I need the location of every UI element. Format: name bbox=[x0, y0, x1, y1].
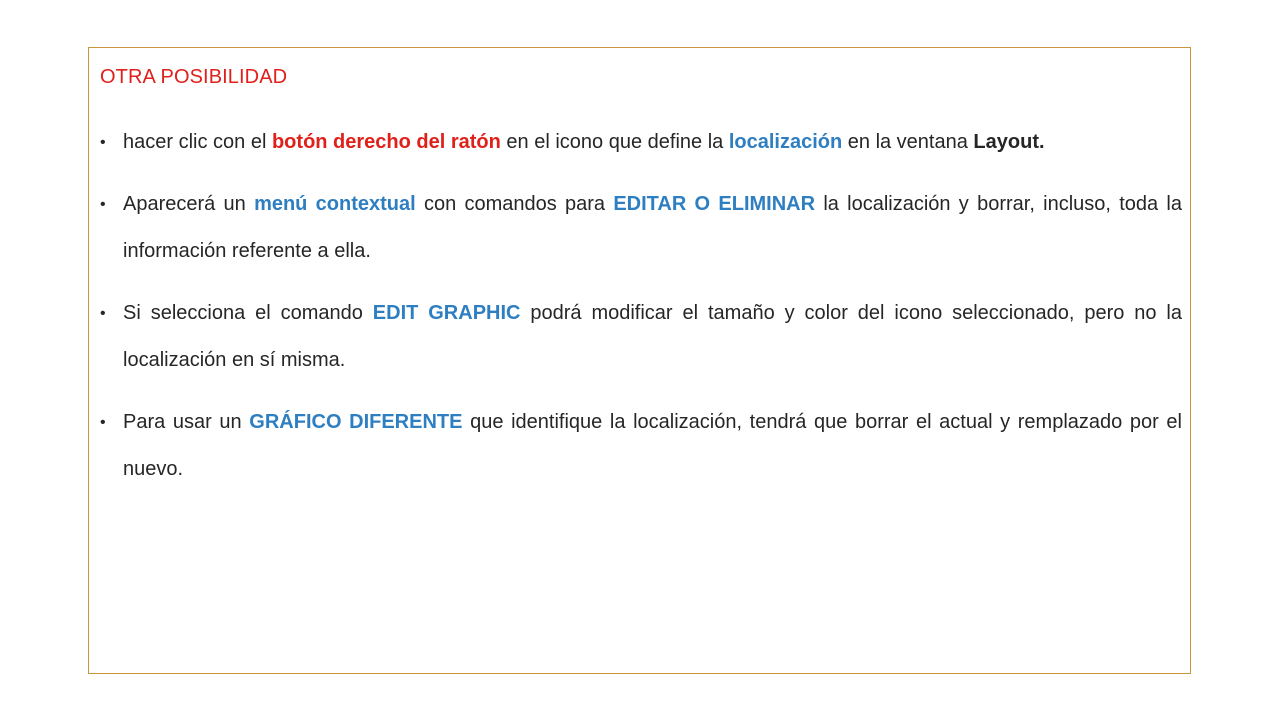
bullet-text: podrá modificar el tamaño y color del icono seleccionado, pero no la localización en sí misma. bbox=[123, 302, 1182, 371]
bullet-item-right-click bbox=[100, 119, 1182, 166]
bullet-item-context-menu bbox=[100, 181, 1182, 275]
bullet-dot-icon: • bbox=[100, 414, 106, 431]
slide-heading: OTRA POSIBILIDAD bbox=[100, 66, 288, 88]
bullet-dot-icon: • bbox=[100, 305, 106, 322]
bullet-dot-icon: • bbox=[100, 134, 106, 151]
bullet-dot-icon: • bbox=[100, 196, 106, 213]
bullet-text: Para usar un bbox=[123, 411, 250, 433]
highlight-context-menu: menú contextual bbox=[254, 193, 416, 215]
highlight-right-button: botón derecho del ratón bbox=[271, 131, 501, 153]
highlight-location: localización bbox=[728, 131, 843, 153]
bullet-item-different-graphic bbox=[100, 399, 1182, 493]
highlight-edit-delete: EDITAR O ELIMINAR bbox=[613, 193, 816, 215]
highlight-edit-graphic: EDIT GRAPHIC bbox=[372, 302, 521, 324]
bullet-text: que identifique la localización, tendrá que borrar el actual y remplazado por el nuevo. bbox=[123, 411, 1182, 480]
bullet-text: Si selecciona el comando bbox=[123, 302, 373, 324]
bullet-list bbox=[100, 119, 1182, 508]
bullet-text: hacer clic con el bbox=[123, 131, 272, 153]
bullet-text: en el icono que define la bbox=[500, 131, 729, 153]
highlight-layout: Layout. bbox=[973, 131, 1045, 153]
bullet-item-edit-graphic bbox=[100, 290, 1182, 384]
bullet-text: la localización y borrar, incluso, toda la información referente a ella. bbox=[123, 193, 1182, 262]
bullet-text: con comandos para bbox=[415, 193, 614, 215]
bullet-text: en la ventana bbox=[842, 131, 974, 153]
bullet-text: Aparecerá un bbox=[123, 193, 255, 215]
highlight-different-graphic: GRÁFICO DIFERENTE bbox=[249, 411, 463, 433]
